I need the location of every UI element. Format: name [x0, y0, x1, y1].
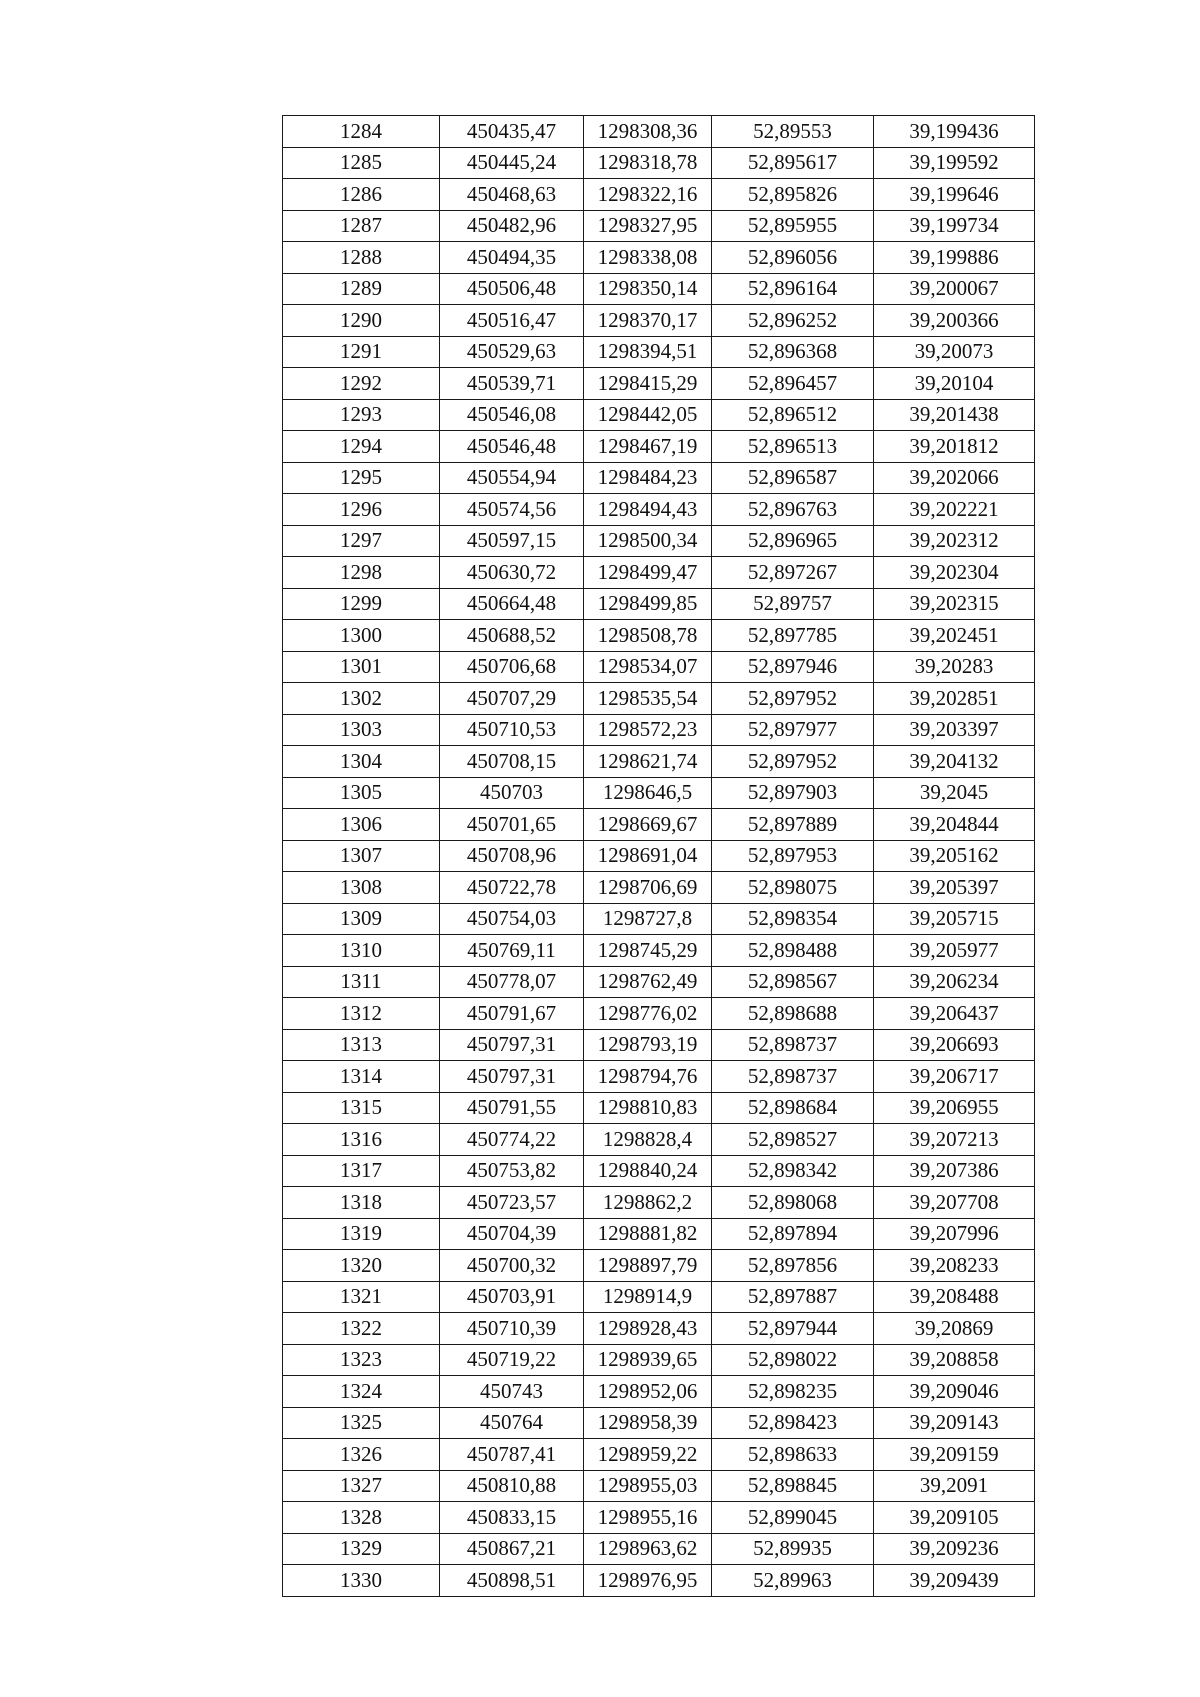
point-number-cell: 1292	[283, 368, 440, 400]
latitude-cell: 52,898527	[712, 1124, 874, 1156]
x-coordinate-cell: 450797,31	[440, 1029, 584, 1061]
table-row	[283, 1281, 1035, 1313]
table-row	[283, 1313, 1035, 1345]
y-coordinate-cell: 1298810,83	[584, 1092, 712, 1124]
latitude-cell: 52,89553	[712, 116, 874, 148]
longitude-cell: 39,208858	[874, 1344, 1035, 1376]
longitude-cell: 39,204844	[874, 809, 1035, 841]
latitude-cell: 52,898567	[712, 966, 874, 998]
table-row	[283, 840, 1035, 872]
longitude-cell: 39,200067	[874, 273, 1035, 305]
table-row	[283, 399, 1035, 431]
latitude-cell: 52,897785	[712, 620, 874, 652]
latitude-cell: 52,897977	[712, 714, 874, 746]
latitude-cell: 52,897889	[712, 809, 874, 841]
table-row	[283, 116, 1035, 148]
table-row	[283, 714, 1035, 746]
latitude-cell: 52,897953	[712, 840, 874, 872]
y-coordinate-cell: 1298350,14	[584, 273, 712, 305]
table-row	[283, 777, 1035, 809]
point-number-cell: 1310	[283, 935, 440, 967]
table-row	[283, 305, 1035, 337]
table-row	[283, 179, 1035, 211]
latitude-cell: 52,897887	[712, 1281, 874, 1313]
table-row	[283, 1533, 1035, 1565]
latitude-cell: 52,899045	[712, 1502, 874, 1534]
point-number-cell: 1302	[283, 683, 440, 715]
longitude-cell: 39,209105	[874, 1502, 1035, 1534]
x-coordinate-cell: 450787,41	[440, 1439, 584, 1471]
x-coordinate-cell: 450574,56	[440, 494, 584, 526]
longitude-cell: 39,209046	[874, 1376, 1035, 1408]
x-coordinate-cell: 450700,32	[440, 1250, 584, 1282]
x-coordinate-cell: 450710,53	[440, 714, 584, 746]
y-coordinate-cell: 1298840,24	[584, 1155, 712, 1187]
longitude-cell: 39,201438	[874, 399, 1035, 431]
point-number-cell: 1328	[283, 1502, 440, 1534]
point-number-cell: 1303	[283, 714, 440, 746]
latitude-cell: 52,898342	[712, 1155, 874, 1187]
longitude-cell: 39,202221	[874, 494, 1035, 526]
x-coordinate-cell: 450898,51	[440, 1565, 584, 1597]
longitude-cell: 39,207213	[874, 1124, 1035, 1156]
point-number-cell: 1305	[283, 777, 440, 809]
y-coordinate-cell: 1298494,43	[584, 494, 712, 526]
x-coordinate-cell: 450791,55	[440, 1092, 584, 1124]
x-coordinate-cell: 450529,63	[440, 336, 584, 368]
x-coordinate-cell: 450706,68	[440, 651, 584, 683]
table-row	[283, 1155, 1035, 1187]
point-number-cell: 1317	[283, 1155, 440, 1187]
x-coordinate-cell: 450707,29	[440, 683, 584, 715]
latitude-cell: 52,896252	[712, 305, 874, 337]
latitude-cell: 52,896457	[712, 368, 874, 400]
table-row	[283, 557, 1035, 589]
x-coordinate-cell: 450797,31	[440, 1061, 584, 1093]
y-coordinate-cell: 1298828,4	[584, 1124, 712, 1156]
y-coordinate-cell: 1298370,17	[584, 305, 712, 337]
latitude-cell: 52,898235	[712, 1376, 874, 1408]
table-row	[283, 903, 1035, 935]
table-row	[283, 210, 1035, 242]
y-coordinate-cell: 1298535,54	[584, 683, 712, 715]
x-coordinate-cell: 450743	[440, 1376, 584, 1408]
point-number-cell: 1286	[283, 179, 440, 211]
x-coordinate-cell: 450597,15	[440, 525, 584, 557]
x-coordinate-cell: 450810,88	[440, 1470, 584, 1502]
x-coordinate-cell: 450769,11	[440, 935, 584, 967]
table-row	[283, 1407, 1035, 1439]
y-coordinate-cell: 1298442,05	[584, 399, 712, 431]
x-coordinate-cell: 450482,96	[440, 210, 584, 242]
point-number-cell: 1289	[283, 273, 440, 305]
x-coordinate-cell: 450722,78	[440, 872, 584, 904]
latitude-cell: 52,896056	[712, 242, 874, 274]
y-coordinate-cell: 1298881,82	[584, 1218, 712, 1250]
table-row	[283, 431, 1035, 463]
longitude-cell: 39,205162	[874, 840, 1035, 872]
table-row	[283, 935, 1035, 967]
longitude-cell: 39,199886	[874, 242, 1035, 274]
longitude-cell: 39,20869	[874, 1313, 1035, 1345]
point-number-cell: 1285	[283, 147, 440, 179]
latitude-cell: 52,89963	[712, 1565, 874, 1597]
longitude-cell: 39,208233	[874, 1250, 1035, 1282]
latitude-cell: 52,898354	[712, 903, 874, 935]
x-coordinate-cell: 450719,22	[440, 1344, 584, 1376]
point-number-cell: 1304	[283, 746, 440, 778]
point-number-cell: 1290	[283, 305, 440, 337]
y-coordinate-cell: 1298955,16	[584, 1502, 712, 1534]
longitude-cell: 39,20104	[874, 368, 1035, 400]
x-coordinate-cell: 450688,52	[440, 620, 584, 652]
longitude-cell: 39,201812	[874, 431, 1035, 463]
latitude-cell: 52,897952	[712, 683, 874, 715]
longitude-cell: 39,202851	[874, 683, 1035, 715]
y-coordinate-cell: 1298862,2	[584, 1187, 712, 1219]
x-coordinate-cell: 450506,48	[440, 273, 584, 305]
x-coordinate-cell: 450753,82	[440, 1155, 584, 1187]
longitude-cell: 39,209159	[874, 1439, 1035, 1471]
latitude-cell: 52,897856	[712, 1250, 874, 1282]
y-coordinate-cell: 1298669,67	[584, 809, 712, 841]
y-coordinate-cell: 1298621,74	[584, 746, 712, 778]
point-number-cell: 1293	[283, 399, 440, 431]
table-row	[283, 1029, 1035, 1061]
point-number-cell: 1312	[283, 998, 440, 1030]
longitude-cell: 39,200366	[874, 305, 1035, 337]
longitude-cell: 39,202066	[874, 462, 1035, 494]
y-coordinate-cell: 1298500,34	[584, 525, 712, 557]
table-row	[283, 966, 1035, 998]
latitude-cell: 52,896763	[712, 494, 874, 526]
latitude-cell: 52,898075	[712, 872, 874, 904]
latitude-cell: 52,896368	[712, 336, 874, 368]
longitude-cell: 39,199592	[874, 147, 1035, 179]
latitude-cell: 52,896512	[712, 399, 874, 431]
table-row	[283, 1470, 1035, 1502]
point-number-cell: 1301	[283, 651, 440, 683]
point-number-cell: 1291	[283, 336, 440, 368]
table-row	[283, 1439, 1035, 1471]
point-number-cell: 1323	[283, 1344, 440, 1376]
table-row	[283, 1565, 1035, 1597]
table-row	[283, 809, 1035, 841]
y-coordinate-cell: 1298499,47	[584, 557, 712, 589]
point-number-cell: 1284	[283, 116, 440, 148]
latitude-cell: 52,896513	[712, 431, 874, 463]
y-coordinate-cell: 1298963,62	[584, 1533, 712, 1565]
longitude-cell: 39,208488	[874, 1281, 1035, 1313]
point-number-cell: 1330	[283, 1565, 440, 1597]
latitude-cell: 52,898488	[712, 935, 874, 967]
x-coordinate-cell: 450516,47	[440, 305, 584, 337]
y-coordinate-cell: 1298897,79	[584, 1250, 712, 1282]
x-coordinate-cell: 450703	[440, 777, 584, 809]
point-number-cell: 1308	[283, 872, 440, 904]
table-row	[283, 651, 1035, 683]
y-coordinate-cell: 1298939,65	[584, 1344, 712, 1376]
table-row	[283, 1344, 1035, 1376]
point-number-cell: 1300	[283, 620, 440, 652]
longitude-cell: 39,199734	[874, 210, 1035, 242]
point-number-cell: 1319	[283, 1218, 440, 1250]
table-row	[283, 1124, 1035, 1156]
point-number-cell: 1294	[283, 431, 440, 463]
x-coordinate-cell: 450703,91	[440, 1281, 584, 1313]
y-coordinate-cell: 1298691,04	[584, 840, 712, 872]
table-row	[283, 588, 1035, 620]
point-number-cell: 1314	[283, 1061, 440, 1093]
y-coordinate-cell: 1298793,19	[584, 1029, 712, 1061]
longitude-cell: 39,199436	[874, 116, 1035, 148]
x-coordinate-cell: 450833,15	[440, 1502, 584, 1534]
x-coordinate-cell: 450468,63	[440, 179, 584, 211]
latitude-cell: 52,898737	[712, 1061, 874, 1093]
table-row	[283, 368, 1035, 400]
longitude-cell: 39,2045	[874, 777, 1035, 809]
x-coordinate-cell: 450774,22	[440, 1124, 584, 1156]
longitude-cell: 39,199646	[874, 179, 1035, 211]
table-row	[283, 494, 1035, 526]
x-coordinate-cell: 450445,24	[440, 147, 584, 179]
longitude-cell: 39,206234	[874, 966, 1035, 998]
table-row	[283, 620, 1035, 652]
y-coordinate-cell: 1298958,39	[584, 1407, 712, 1439]
longitude-cell: 39,205397	[874, 872, 1035, 904]
y-coordinate-cell: 1298976,95	[584, 1565, 712, 1597]
latitude-cell: 52,896164	[712, 273, 874, 305]
table-row	[283, 1502, 1035, 1534]
x-coordinate-cell: 450723,57	[440, 1187, 584, 1219]
table-row	[283, 1218, 1035, 1250]
y-coordinate-cell: 1298394,51	[584, 336, 712, 368]
table-row	[283, 746, 1035, 778]
y-coordinate-cell: 1298955,03	[584, 1470, 712, 1502]
latitude-cell: 52,897903	[712, 777, 874, 809]
longitude-cell: 39,202451	[874, 620, 1035, 652]
point-number-cell: 1316	[283, 1124, 440, 1156]
point-number-cell: 1297	[283, 525, 440, 557]
longitude-cell: 39,20283	[874, 651, 1035, 683]
point-number-cell: 1315	[283, 1092, 440, 1124]
x-coordinate-cell: 450546,08	[440, 399, 584, 431]
table-row	[283, 683, 1035, 715]
table-row	[283, 998, 1035, 1030]
latitude-cell: 52,897894	[712, 1218, 874, 1250]
latitude-cell: 52,897946	[712, 651, 874, 683]
y-coordinate-cell: 1298762,49	[584, 966, 712, 998]
longitude-cell: 39,202312	[874, 525, 1035, 557]
latitude-cell: 52,896965	[712, 525, 874, 557]
latitude-cell: 52,898633	[712, 1439, 874, 1471]
y-coordinate-cell: 1298308,36	[584, 116, 712, 148]
y-coordinate-cell: 1298959,22	[584, 1439, 712, 1471]
point-number-cell: 1320	[283, 1250, 440, 1282]
table-row	[283, 336, 1035, 368]
y-coordinate-cell: 1298415,29	[584, 368, 712, 400]
x-coordinate-cell: 450710,39	[440, 1313, 584, 1345]
table-row	[283, 1092, 1035, 1124]
longitude-cell: 39,203397	[874, 714, 1035, 746]
table-row	[283, 872, 1035, 904]
latitude-cell: 52,895617	[712, 147, 874, 179]
x-coordinate-cell: 450539,71	[440, 368, 584, 400]
coordinates-table-body	[283, 116, 1035, 1597]
y-coordinate-cell: 1298338,08	[584, 242, 712, 274]
longitude-cell: 39,206955	[874, 1092, 1035, 1124]
point-number-cell: 1313	[283, 1029, 440, 1061]
point-number-cell: 1327	[283, 1470, 440, 1502]
longitude-cell: 39,209439	[874, 1565, 1035, 1597]
y-coordinate-cell: 1298952,06	[584, 1376, 712, 1408]
latitude-cell: 52,898022	[712, 1344, 874, 1376]
point-number-cell: 1299	[283, 588, 440, 620]
latitude-cell: 52,896587	[712, 462, 874, 494]
point-number-cell: 1329	[283, 1533, 440, 1565]
longitude-cell: 39,209143	[874, 1407, 1035, 1439]
latitude-cell: 52,89757	[712, 588, 874, 620]
table-row	[283, 462, 1035, 494]
latitude-cell: 52,897944	[712, 1313, 874, 1345]
table-row	[283, 525, 1035, 557]
x-coordinate-cell: 450764	[440, 1407, 584, 1439]
x-coordinate-cell: 450704,39	[440, 1218, 584, 1250]
point-number-cell: 1296	[283, 494, 440, 526]
y-coordinate-cell: 1298706,69	[584, 872, 712, 904]
longitude-cell: 39,207708	[874, 1187, 1035, 1219]
latitude-cell: 52,898845	[712, 1470, 874, 1502]
x-coordinate-cell: 450791,67	[440, 998, 584, 1030]
longitude-cell: 39,206717	[874, 1061, 1035, 1093]
longitude-cell: 39,202315	[874, 588, 1035, 620]
longitude-cell: 39,206437	[874, 998, 1035, 1030]
x-coordinate-cell: 450701,65	[440, 809, 584, 841]
longitude-cell: 39,205977	[874, 935, 1035, 967]
point-number-cell: 1325	[283, 1407, 440, 1439]
y-coordinate-cell: 1298534,07	[584, 651, 712, 683]
y-coordinate-cell: 1298914,9	[584, 1281, 712, 1313]
point-number-cell: 1324	[283, 1376, 440, 1408]
y-coordinate-cell: 1298745,29	[584, 935, 712, 967]
y-coordinate-cell: 1298318,78	[584, 147, 712, 179]
latitude-cell: 52,898684	[712, 1092, 874, 1124]
latitude-cell: 52,895826	[712, 179, 874, 211]
y-coordinate-cell: 1298776,02	[584, 998, 712, 1030]
longitude-cell: 39,20073	[874, 336, 1035, 368]
y-coordinate-cell: 1298322,16	[584, 179, 712, 211]
table-row	[283, 242, 1035, 274]
y-coordinate-cell: 1298727,8	[584, 903, 712, 935]
latitude-cell: 52,897952	[712, 746, 874, 778]
table-row	[283, 147, 1035, 179]
longitude-cell: 39,205715	[874, 903, 1035, 935]
table-row	[283, 1376, 1035, 1408]
x-coordinate-cell: 450546,48	[440, 431, 584, 463]
y-coordinate-cell: 1298327,95	[584, 210, 712, 242]
point-number-cell: 1322	[283, 1313, 440, 1345]
longitude-cell: 39,206693	[874, 1029, 1035, 1061]
y-coordinate-cell: 1298484,23	[584, 462, 712, 494]
point-number-cell: 1307	[283, 840, 440, 872]
y-coordinate-cell: 1298499,85	[584, 588, 712, 620]
x-coordinate-cell: 450778,07	[440, 966, 584, 998]
latitude-cell: 52,89935	[712, 1533, 874, 1565]
x-coordinate-cell: 450554,94	[440, 462, 584, 494]
y-coordinate-cell: 1298467,19	[584, 431, 712, 463]
point-number-cell: 1326	[283, 1439, 440, 1471]
x-coordinate-cell: 450664,48	[440, 588, 584, 620]
x-coordinate-cell: 450630,72	[440, 557, 584, 589]
point-number-cell: 1309	[283, 903, 440, 935]
table-row	[283, 273, 1035, 305]
longitude-cell: 39,202304	[874, 557, 1035, 589]
latitude-cell: 52,898688	[712, 998, 874, 1030]
x-coordinate-cell: 450708,96	[440, 840, 584, 872]
latitude-cell: 52,897267	[712, 557, 874, 589]
x-coordinate-cell: 450708,15	[440, 746, 584, 778]
y-coordinate-cell: 1298646,5	[584, 777, 712, 809]
point-number-cell: 1288	[283, 242, 440, 274]
y-coordinate-cell: 1298572,23	[584, 714, 712, 746]
point-number-cell: 1318	[283, 1187, 440, 1219]
x-coordinate-cell: 450494,35	[440, 242, 584, 274]
coordinates-table	[282, 115, 1035, 1597]
y-coordinate-cell: 1298508,78	[584, 620, 712, 652]
x-coordinate-cell: 450867,21	[440, 1533, 584, 1565]
longitude-cell: 39,204132	[874, 746, 1035, 778]
table-row	[283, 1187, 1035, 1219]
table-row	[283, 1250, 1035, 1282]
y-coordinate-cell: 1298928,43	[584, 1313, 712, 1345]
point-number-cell: 1295	[283, 462, 440, 494]
point-number-cell: 1321	[283, 1281, 440, 1313]
point-number-cell: 1287	[283, 210, 440, 242]
table-row	[283, 1061, 1035, 1093]
y-coordinate-cell: 1298794,76	[584, 1061, 712, 1093]
latitude-cell: 52,898737	[712, 1029, 874, 1061]
point-number-cell: 1306	[283, 809, 440, 841]
latitude-cell: 52,895955	[712, 210, 874, 242]
point-number-cell: 1311	[283, 966, 440, 998]
longitude-cell: 39,209236	[874, 1533, 1035, 1565]
longitude-cell: 39,2091	[874, 1470, 1035, 1502]
longitude-cell: 39,207996	[874, 1218, 1035, 1250]
x-coordinate-cell: 450754,03	[440, 903, 584, 935]
latitude-cell: 52,898068	[712, 1187, 874, 1219]
latitude-cell: 52,898423	[712, 1407, 874, 1439]
x-coordinate-cell: 450435,47	[440, 116, 584, 148]
point-number-cell: 1298	[283, 557, 440, 589]
longitude-cell: 39,207386	[874, 1155, 1035, 1187]
